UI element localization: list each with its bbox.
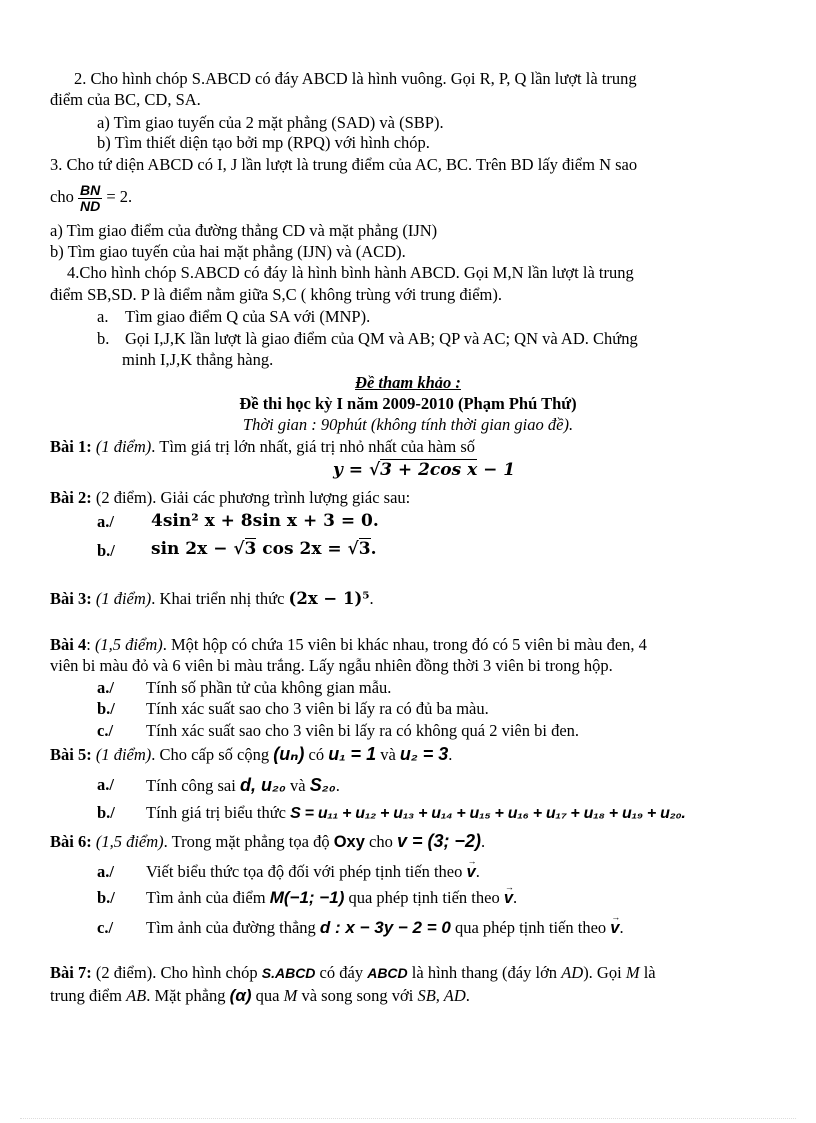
reference-heading: Đề tham khảo : — [355, 373, 461, 392]
fraction-numerator: BN — [79, 181, 101, 198]
bai-5-b — [146, 803, 686, 824]
bai-2-b-equation — [151, 539, 377, 559]
fraction-equals: = 2. — [106, 187, 133, 206]
bn-nd-fraction — [78, 183, 102, 214]
bai-6-c-label: c./ — [97, 918, 114, 937]
u2-value: u₂ = 3 — [399, 744, 449, 764]
sqrt-sign: √ — [347, 539, 359, 559]
text: qua phép tịnh tiến theo — [450, 918, 611, 937]
bai-4-a: Tính số phần tử của không gian mẫu. — [146, 678, 392, 697]
oxy: Oxy — [333, 833, 365, 851]
bai-2-a-label: a./ — [97, 512, 114, 531]
cho-text: cho — [50, 187, 74, 206]
line-d: d : x − 3y − 2 = 0 — [319, 918, 451, 937]
vector-v: → v — [467, 862, 476, 882]
bai-4-line-2: viên bi màu đỏ và 6 viên bi màu trắng. Lấy ngẫu nhiên đồng thời 3 viên bi trong hộp. — [50, 656, 613, 675]
bai-5-points: (1 điểm) — [95, 745, 152, 764]
bai-1-prompt — [50, 437, 475, 457]
text: Tính giá trị biểu thức — [146, 803, 291, 822]
bai-7-label: Bài 7: — [50, 963, 92, 982]
plane-alpha: (α) — [229, 986, 252, 1005]
bai-7-line-2 — [50, 986, 470, 1006]
problem-3-line-1: 3. Cho tứ diện ABCD có I, J lần lượt là trung điểm của AC, BC. Trên BD lấy điểm N sao — [50, 155, 638, 174]
bai-5-a — [146, 775, 340, 796]
math-d-u20: d, u₂₀ — [239, 775, 286, 795]
bai-3-label: Bài 3: — [50, 589, 92, 608]
radicand: 3 — [244, 539, 257, 559]
bai-2-prompt — [50, 488, 410, 508]
problem-3-part-a: a) Tìm giao điểm của đường thẳng CD và mặt phẳng (IJN) — [50, 221, 438, 240]
bai-3-formula: (2x − 1)⁵ — [288, 589, 370, 608]
text: cho — [364, 832, 397, 851]
sum-formula: S = u₁₁ + u₁₂ + u₁₃ + u₁₄ + u₁₅ + u₁₆ + u₁₇ + u₁₈ + u₁₉ + u₂₀. — [290, 805, 686, 822]
math-s20: S₂₀ — [309, 775, 336, 795]
vector-v: → v — [610, 918, 619, 938]
bai-5-b-label: b./ — [97, 803, 115, 822]
sqrt-sign: √ — [233, 539, 245, 559]
text: Tìm ảnh của đường thẳng — [146, 918, 320, 937]
problem-3-part-b: b) Tìm giao tuyến của hai mặt phẳng (IJN) và (ACD). — [50, 242, 406, 261]
period: . — [335, 776, 340, 795]
bai-4-line-1: Bài 4: (1,5 điểm). Một hộp có chứa 15 viên bi khác nhau, trong đó có 5 viên bi màu đen, 4 — [50, 635, 647, 654]
text: (2 điểm). Cho hình chóp — [91, 963, 262, 982]
bai-6-label: Bài 6: — [50, 832, 92, 851]
problem-2-line-1: 2. Cho hình chóp S.ABCD có đáy ABCD là hình vuông. Gọi R, P, Q lần lượt là trung — [74, 69, 637, 88]
problem-4-part-a: Tìm giao điểm Q của SA với (MNP). — [125, 307, 371, 326]
period: . — [369, 589, 374, 608]
problem-4-line-2: điểm SB,SD. P là điểm nằm giữa S,C ( không trùng với trung điểm). — [50, 285, 502, 304]
bai-2-points: (2 điểm) — [95, 488, 153, 507]
problem-2-part-a: a) Tìm giao tuyến của 2 mặt phẳng (SAD) và (SBP). — [97, 113, 444, 132]
bai-6-a: Viết biểu thức tọa độ đối với phép tịnh tiến theo → v. — [146, 862, 480, 882]
page-bottom-rule — [20, 1118, 796, 1119]
bai-1-points: (1 điểm) — [95, 437, 152, 456]
bai-6-c: Tìm ảnh của đường thẳng d : x − 3y − 2 = 0 qua phép tịnh tiến theo → v. — [146, 918, 624, 938]
text: là hình thang (đáy lớn — [407, 963, 562, 982]
eq-part: cos 2x = — [256, 539, 348, 559]
bai-4-b: Tính xác suất sao cho 3 viên bi lấy ra có đủ ba màu. — [146, 699, 489, 718]
fraction-denominator: ND — [79, 197, 101, 214]
bai-5-a-label: a./ — [97, 775, 114, 794]
text: có đáy — [315, 963, 368, 982]
text: . Trong mặt phẳng tọa độ — [163, 832, 334, 851]
bai-4-label: Bài 4 — [50, 635, 87, 654]
radicand: 3 + 2cos x — [380, 460, 478, 480]
bai-1-label: Bài 1: — [50, 437, 92, 456]
formula-lhs: y = — [333, 460, 369, 480]
bai-3-prompt — [50, 589, 374, 609]
text: và song song với — [297, 986, 418, 1005]
text: và — [285, 776, 310, 795]
bai-4-b-label: b./ — [97, 699, 115, 718]
text: trung điểm — [50, 986, 127, 1005]
bai-3-points: (1 điểm) — [95, 589, 152, 608]
problem-4-part-b-line-1: Gọi I,J,K lần lượt là giao điểm của QM và AB; QP và AC; QN và AD. Chứng — [125, 329, 638, 348]
eq-part: sin 2x − — [151, 539, 234, 559]
text: . Mặt phẳng — [146, 986, 230, 1005]
bai-4-points: (1,5 điểm) — [94, 635, 163, 654]
point-m: M(−1; −1) — [269, 888, 345, 907]
text: qua — [251, 986, 284, 1005]
m: M — [283, 986, 298, 1005]
pyramid: S.ABCD — [261, 965, 316, 981]
bai-1-text: . Tìm giá trị lớn nhất, giá trị nhỏ nhất của hàm số — [151, 437, 475, 456]
exam-time: Thời gian : 90phút (không tính thời gian giao đề). — [242, 415, 574, 434]
problem-4-part-a-label: a. — [97, 307, 109, 326]
sequence-un: (uₙ) — [273, 744, 305, 764]
bai-4-text-1: . Một hộp có chứa 15 viên bi khác nhau, trong đó có 5 viên bi màu đen, 4 — [162, 635, 647, 654]
formula-rhs: − 1 — [477, 460, 516, 480]
text: là — [639, 963, 656, 982]
ad: AD — [561, 963, 584, 982]
text: Viết biểu thức tọa độ đối với phép tịnh tiến theo — [146, 862, 467, 881]
sqrt-sign: √ — [368, 460, 381, 480]
bai-2-label: Bài 2: — [50, 488, 92, 507]
problem-2-line-2: điểm của BC, CD, SA. — [50, 90, 201, 109]
bai-2-a-equation: 4sin² x + 8sin x + 3 = 0. — [151, 511, 379, 531]
bai-5-prompt — [50, 744, 452, 765]
bai-2-b-label: b./ — [97, 541, 115, 560]
ab: AB — [126, 986, 147, 1005]
base: ABCD — [367, 965, 408, 981]
text: ). Gọi — [583, 963, 626, 982]
vector-definition: v = (3; −2) — [396, 831, 482, 851]
vector-v: → v — [504, 888, 513, 908]
bai-6-b: Tìm ảnh của điểm M(−1; −1) qua phép tịnh tiến theo → v. — [146, 888, 517, 908]
text: có — [304, 745, 329, 764]
problem-3-line-2 — [50, 178, 132, 216]
period: . — [465, 986, 470, 1005]
bai-5-label: Bài 5: — [50, 745, 92, 764]
text: Tính công sai — [146, 776, 240, 795]
eq-part: . — [370, 539, 377, 559]
bai-6-a-label: a./ — [97, 862, 114, 881]
problem-4-part-b-label: b. — [97, 329, 110, 348]
bai-4-c: Tính xác suất sao cho 3 viên bi lấy ra có không quá 2 viên bi đen. — [146, 721, 580, 740]
m: M — [625, 963, 640, 982]
bai-3-text: . Khai triển nhị thức — [151, 589, 289, 608]
text: qua phép tịnh tiến theo — [344, 888, 504, 907]
radicand: 3 — [358, 539, 371, 559]
bai-7-line-1 — [50, 963, 656, 983]
text: Tìm ảnh của điểm — [146, 888, 270, 907]
period: . — [481, 832, 486, 851]
bai-1-formula — [333, 460, 515, 480]
problem-4-part-b-line-2: minh I,J,K thẳng hàng. — [122, 350, 274, 369]
bai-4-c-label: c./ — [97, 721, 114, 740]
text: và — [376, 745, 400, 764]
u1-value: u₁ = 1 — [328, 744, 377, 764]
problem-2-part-b: b) Tìm thiết diện tạo bởi mp (RPQ) với hình chóp. — [97, 133, 430, 152]
sb-ad: SB, AD — [417, 986, 466, 1005]
bai-6-b-label: b./ — [97, 888, 115, 907]
bai-4-a-label: a./ — [97, 678, 114, 697]
bai-2-text: . Giải các phương trình lượng giác sau: — [152, 488, 411, 507]
bai-6-points: (1,5 điểm) — [95, 832, 164, 851]
bai-6-prompt — [50, 831, 485, 852]
period: . — [448, 745, 453, 764]
exam-title: Đề thi học kỳ I năm 2009-2010 (Phạm Phú Thứ) — [239, 394, 577, 413]
bai-5-text: . Cho cấp số cộng — [151, 745, 274, 764]
problem-4-line-1: 4.Cho hình chóp S.ABCD có đáy là hình bình hành ABCD. Gọi M,N lần lượt là trung — [67, 263, 634, 282]
